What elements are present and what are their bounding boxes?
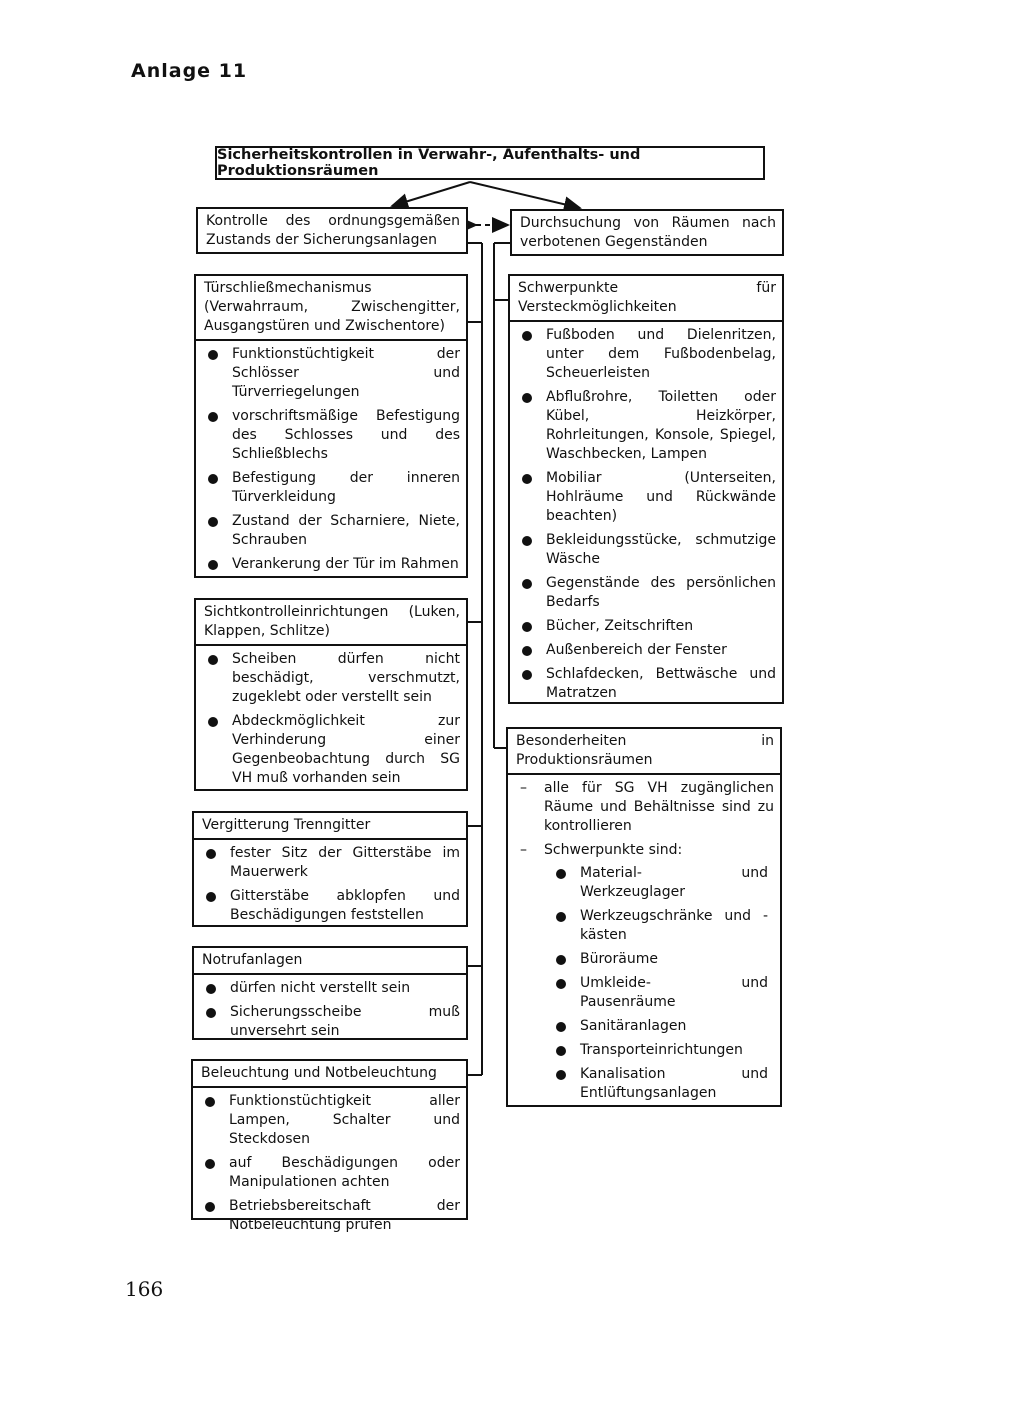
bullet-icon [522, 646, 532, 656]
bullet-icon [208, 517, 218, 527]
bullet-icon [522, 670, 532, 680]
bullet-list [510, 322, 782, 707]
bullet-icon [556, 979, 566, 989]
bullet-icon [522, 331, 532, 341]
left-box-1 [194, 274, 468, 578]
bullet-list [193, 1088, 466, 1239]
list-item: Abflußrohre, Toiletten oder Kübel, Heizkörper, Rohrleitungen, Konsole, Spiegel, Waschbecken, Lampen [518, 388, 776, 464]
bullet-icon [522, 579, 532, 589]
list-item: Sicherungsscheibe muß unversehrt sein [202, 1003, 460, 1041]
bullet-icon [556, 912, 566, 922]
bullet-icon [205, 1097, 215, 1107]
list-item: Funktionstüchtigkeit aller Lampen, Schalter und Steckdosen [201, 1092, 460, 1149]
page-heading: Anlage 11 [131, 60, 248, 82]
list-item: auf Beschädigungen oder Manipulationen achten [201, 1154, 460, 1192]
dash-icon: – [520, 780, 527, 796]
right-title-box [510, 209, 784, 256]
box-header: Vergitterung Trenngitter [194, 813, 466, 840]
bullet-icon [522, 393, 532, 403]
left-box-5 [191, 1059, 468, 1233]
list-item: Material- und Werkzeuglager [552, 864, 768, 902]
arrow-root-right [470, 182, 580, 208]
list-item: Büroräume [552, 950, 768, 969]
right-title: Durchsuchung von Räumen nach verbotenen Gegenständen [520, 215, 776, 250]
list-item: – alle für SG VH zugänglichen Räume und Behältnisse sind zu kontrollieren [520, 780, 774, 834]
bullet-icon [208, 350, 218, 360]
bullet-icon [205, 1159, 215, 1169]
list-item: fester Sitz der Gitterstäbe im Mauerwerk [202, 844, 460, 882]
box-header: Sichtkontrolleinrichtungen (Luken, Klappen, Schlitze) [196, 600, 466, 646]
left-title: Kontrolle des ordnungsgemäßen Zustands der Sicherungsanlagen [206, 213, 460, 248]
list-item: Abdeckmöglichkeit zur Verhinderung einer Gegenbeobachtung durch SG VH muß vorhanden sein [204, 712, 460, 788]
list-item: Werkzeugschränke und -kästen [552, 907, 768, 945]
list-item: Bekleidungsstücke, schmutzige Wäsche [518, 531, 776, 569]
left-box-2 [194, 598, 468, 791]
bullet-icon [522, 474, 532, 484]
list-item: Zustand der Scharniere, Niete, Schrauben [204, 512, 460, 550]
bullet-icon [522, 536, 532, 546]
list-item: Transporteinrichtungen [552, 1041, 768, 1060]
bullet-icon [208, 717, 218, 727]
dash-icon: – [520, 842, 527, 858]
list-item: – Schwerpunkte sind: Material- und Werkzeuglager Werkzeugschränke und -kästen Büroräume Umkleide- und Pausenräume Sanitäranlagen Transporteinrichtungen Kanalisation und Entlüftungsanlagen [516, 841, 774, 1107]
page-number: 166 [125, 1277, 164, 1301]
left-box-3 [192, 811, 468, 927]
list-item: Gitterstäbe abklopfen und Beschädigungen feststellen [202, 887, 460, 925]
bullet-icon [206, 1008, 216, 1018]
root-label: Sicherheitskontrollen in Verwahr-, Aufenthalts- und Produktionsräumen [217, 147, 641, 179]
bullet-list [196, 646, 466, 792]
list-item: Scheiben dürfen nicht beschädigt, verschmutzt, zugeklebt oder verstellt sein [204, 650, 460, 707]
list-item: vorschriftsmäßige Befestigung des Schlosses und des Schließblechs [204, 407, 460, 464]
bullet-icon [208, 560, 218, 570]
box-header: Türschließmechanismus (Verwahrraum, Zwischengitter, Ausgangstüren und Zwischentore) [196, 276, 466, 341]
list-item: Umkleide- und Pausenräume [552, 974, 768, 1012]
bullet-icon [208, 474, 218, 484]
arrow-root-left [392, 182, 470, 206]
left-title-box [196, 207, 468, 254]
bullet-icon [556, 869, 566, 879]
sub-bullet-list [544, 860, 774, 1107]
bullet-icon [206, 892, 216, 902]
bullet-icon [556, 1046, 566, 1056]
bullet-icon [556, 1070, 566, 1080]
list-item: Mobiliar (Unterseiten, Hohlräume und Rückwände beachten) [518, 469, 776, 526]
box-header: Notrufanlagen [194, 948, 466, 975]
list-item: Befestigung der inneren Türverkleidung [204, 469, 460, 507]
list-item: Sanitäranlagen [552, 1017, 768, 1036]
box-header: Beleuchtung und Notbeleuchtung [193, 1061, 466, 1088]
dash-list [508, 775, 780, 1111]
list-item: Bücher, Zeitschriften [518, 617, 776, 636]
right-box-1 [508, 274, 784, 704]
list-item: Fußboden und Dielenritzen, unter dem Fußbodenbelag, Scheuerleisten [518, 326, 776, 383]
list-item: Verankerung der Tür im Rahmen [204, 555, 460, 574]
bullet-icon [206, 984, 216, 994]
bullet-icon [522, 622, 532, 632]
bullet-list [194, 840, 466, 929]
list-item: Betriebsbereitschaft der Notbeleuchtung prüfen [201, 1197, 460, 1235]
box-header: Schwerpunkte für Versteckmöglichkeiten [510, 276, 782, 322]
list-item: Schlafdecken, Bettwäsche und Matratzen [518, 665, 776, 703]
bullet-icon [206, 849, 216, 859]
list-item: Außenbereich der Fenster [518, 641, 776, 660]
list-item: dürfen nicht verstellt sein [202, 979, 460, 998]
bullet-list [196, 341, 466, 578]
list-item: Kanalisation und Entlüftungsanlagen [552, 1065, 768, 1103]
bullet-icon [205, 1202, 215, 1212]
bullet-icon [208, 655, 218, 665]
list-item: Funktionstüchtigkeit der Schlösser und Türverriegelungen [204, 345, 460, 402]
list-item: Gegenstände des persönlichen Bedarfs [518, 574, 776, 612]
left-box-4 [192, 946, 468, 1040]
bullet-icon [556, 1022, 566, 1032]
box-header: Besonderheiten in Produktionsräumen [508, 729, 780, 775]
bullet-icon [208, 412, 218, 422]
bullet-icon [556, 955, 566, 965]
right-box-2 [506, 727, 782, 1107]
bullet-list [194, 975, 466, 1045]
